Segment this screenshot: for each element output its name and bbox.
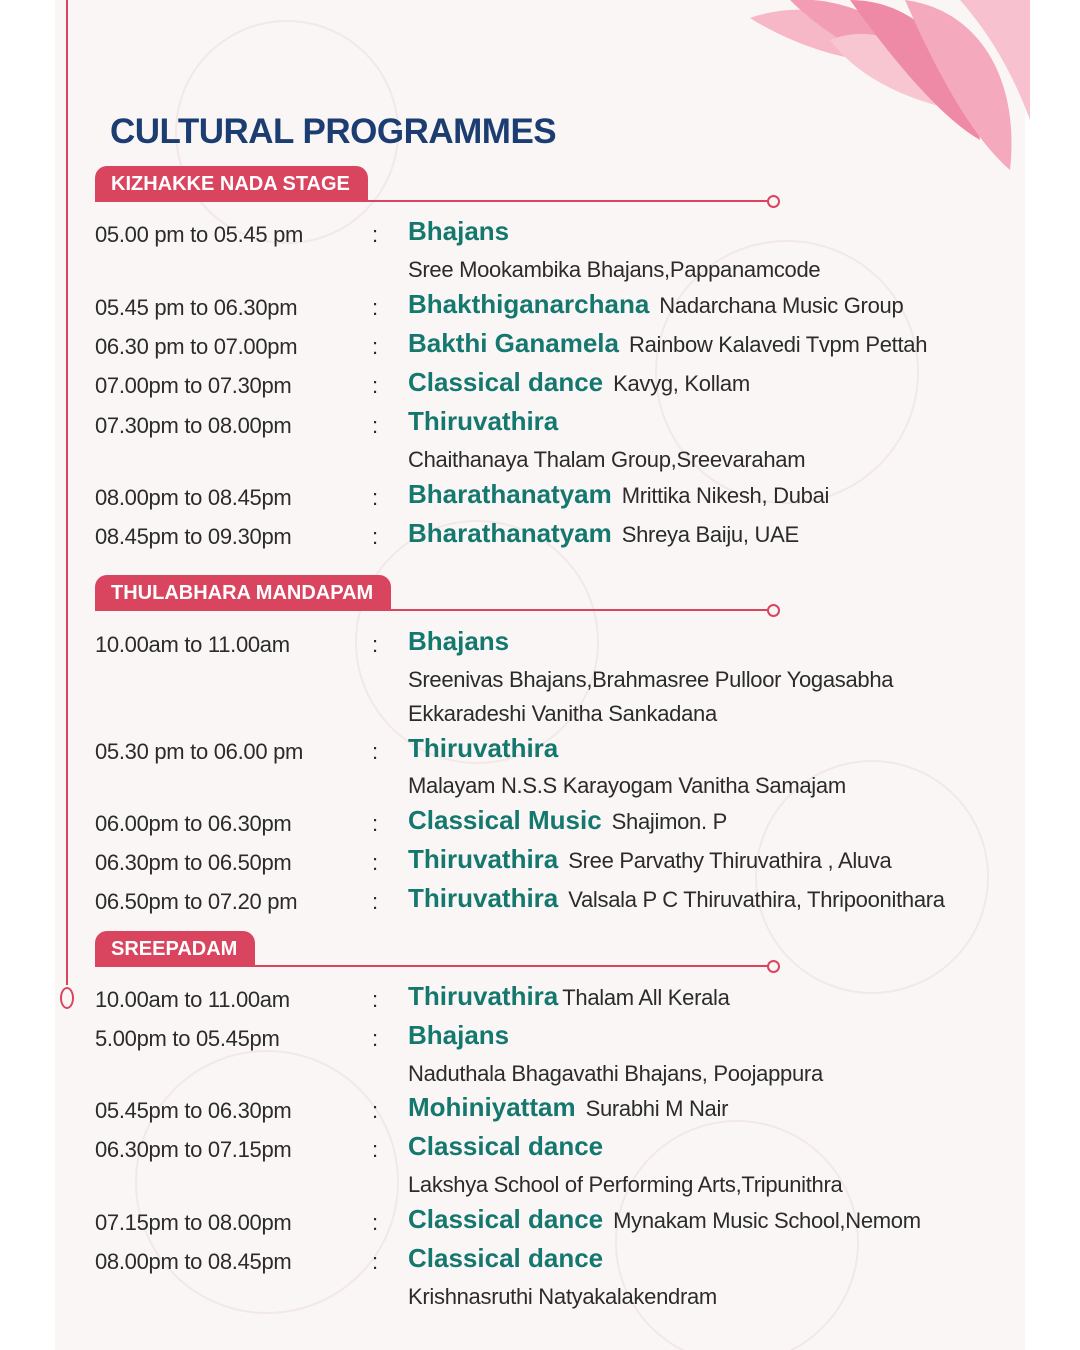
event-main xyxy=(408,883,945,914)
stage-header-kizhakke-nada xyxy=(95,166,785,202)
performer-name: Valsala P C Thiruvathira, Thripoonithara xyxy=(568,887,945,912)
performer-name: Surabhi M Nair xyxy=(585,1096,729,1121)
event-time: 10.00am to 11.00am xyxy=(95,987,290,1012)
separator: : xyxy=(372,632,379,657)
program-name: Classical dance xyxy=(408,1204,604,1234)
performer-detail: Malayam N.S.S Karayogam Vanitha Samajam xyxy=(408,773,846,798)
event-time: 06.00pm to 06.30pm xyxy=(95,811,292,836)
stage-header-sreepadam xyxy=(95,931,785,967)
performer-detail: Naduthala Bhagavathi Bhajans, Poojappura xyxy=(408,1061,823,1086)
event-main xyxy=(408,733,558,764)
program-name: Classical dance xyxy=(408,1131,604,1161)
event-main xyxy=(408,406,558,437)
program-name: Classical dance xyxy=(408,367,604,397)
performer-name: Kavyg, Kollam xyxy=(613,371,750,396)
program-name: Classical Music xyxy=(408,805,602,835)
event-main xyxy=(408,1243,603,1274)
performer-detail: Ekkaradeshi Vanitha Sankadana xyxy=(408,701,717,726)
performer-name: Sree Parvathy Thiruvathira , Aluva xyxy=(568,848,892,873)
separator: : xyxy=(372,1210,379,1235)
event-time: 5.00pm to 05.45pm xyxy=(95,1026,280,1051)
program-name: Mohiniyattam xyxy=(408,1092,576,1122)
separator: : xyxy=(372,524,379,549)
program-name: Thiruvathira xyxy=(408,844,559,874)
stage-name: KIZHAKKE NADA STAGE xyxy=(95,166,368,202)
stage-header-thulabhara-mandapam xyxy=(95,575,785,611)
performer-name: Shreya Baiju, UAE xyxy=(621,522,799,547)
stage-divider-knob xyxy=(767,960,780,973)
program-name: Thiruvathira xyxy=(408,406,559,436)
timeline-end-knob xyxy=(60,987,74,1009)
event-time: 05.00 pm to 05.45 pm xyxy=(95,222,304,247)
separator: : xyxy=(372,1026,379,1051)
performer-detail: Sree Mookambika Bhajans,Pappanamcode xyxy=(408,257,821,282)
stage-divider-knob xyxy=(767,604,780,617)
program-name: Classical dance xyxy=(408,1243,604,1273)
event-time: 08.00pm to 08.45pm xyxy=(95,1249,292,1274)
performer-name: Rainbow Kalavedi Tvpm Pettah xyxy=(628,332,928,357)
separator: : xyxy=(372,334,379,359)
event-main xyxy=(408,328,927,359)
event-time: 05.30 pm to 06.00 pm xyxy=(95,739,304,764)
page-title: CULTURAL PROGRAMMES xyxy=(110,112,557,151)
program-name: Bhajans xyxy=(408,216,510,246)
event-time: 07.15pm to 08.00pm xyxy=(95,1210,292,1235)
event-main xyxy=(408,216,509,247)
separator: : xyxy=(372,485,379,510)
program-name: Thiruvathira xyxy=(408,981,559,1011)
event-main xyxy=(408,805,727,836)
performer-name: Mynakam Music School,Nemom xyxy=(613,1208,921,1233)
event-time: 07.30pm to 08.00pm xyxy=(95,413,292,438)
event-time: 08.00pm to 08.45pm xyxy=(95,485,292,510)
separator: : xyxy=(372,295,379,320)
event-time: 08.45pm to 09.30pm xyxy=(95,524,292,549)
stage-divider xyxy=(255,965,775,967)
event-main xyxy=(408,1131,603,1162)
performer-detail: Chaithanaya Thalam Group,Sreevaraham xyxy=(408,447,806,472)
separator: : xyxy=(372,222,379,247)
separator: : xyxy=(372,413,379,438)
stage-name: SREEPADAM xyxy=(95,931,255,967)
stage-name: THULABHARA MANDAPAM xyxy=(95,575,391,611)
event-time: 06.30pm to 06.50pm xyxy=(95,850,292,875)
separator: : xyxy=(372,1098,379,1123)
event-main xyxy=(408,1020,509,1051)
stage-divider-knob xyxy=(767,195,780,208)
event-time: 07.00pm to 07.30pm xyxy=(95,373,292,398)
program-name: Thiruvathira xyxy=(408,733,559,763)
separator: : xyxy=(372,889,379,914)
event-main xyxy=(408,844,891,875)
event-main xyxy=(408,367,750,398)
performer-detail: Krishnasruthi Natyakalakendram xyxy=(408,1284,717,1309)
performer-name: Nadarchana Music Group xyxy=(659,293,904,318)
separator: : xyxy=(372,373,379,398)
event-main xyxy=(408,981,730,1012)
separator: : xyxy=(372,1137,379,1162)
lotus-flower-icon xyxy=(730,0,1030,175)
event-main xyxy=(408,626,509,657)
separator: : xyxy=(372,739,379,764)
separator: : xyxy=(372,987,379,1012)
event-main xyxy=(408,479,829,510)
program-name: Bharathanatyam xyxy=(408,518,612,548)
performer-detail: Lakshya School of Performing Arts,Tripunithra xyxy=(408,1172,843,1197)
event-main xyxy=(408,518,799,549)
program-name: Thiruvathira xyxy=(408,883,559,913)
event-main xyxy=(408,1204,921,1235)
program-name: Bhakthiganarchana xyxy=(408,289,650,319)
stage-divider xyxy=(245,200,775,202)
program-name: Bakthi Ganamela xyxy=(408,328,619,358)
event-main xyxy=(408,289,903,320)
performer-name: Shajimon. P xyxy=(611,809,727,834)
event-time: 06.50pm to 07.20 pm xyxy=(95,889,298,914)
swirl-ornament xyxy=(615,1120,859,1350)
event-time: 10.00am to 11.00am xyxy=(95,632,290,657)
stage-divider xyxy=(295,609,775,611)
performer-detail: Sreenivas Bhajans,Brahmasree Pulloor Yogasabha xyxy=(408,667,894,692)
program-name: Bharathanatyam xyxy=(408,479,612,509)
program-name: Bhajans xyxy=(408,1020,510,1050)
performer-name: Mrittika Nikesh, Dubai xyxy=(621,483,830,508)
separator: : xyxy=(372,1249,379,1274)
event-time: 05.45pm to 06.30pm xyxy=(95,1098,292,1123)
event-time: 05.45 pm to 06.30pm xyxy=(95,295,298,320)
performer-name: Thalam All Kerala xyxy=(562,985,730,1010)
timeline-line xyxy=(66,0,68,985)
separator: : xyxy=(372,811,379,836)
program-name: Bhajans xyxy=(408,626,510,656)
event-time: 06.30pm to 07.15pm xyxy=(95,1137,292,1162)
separator: : xyxy=(372,850,379,875)
event-main xyxy=(408,1092,728,1123)
event-time: 06.30 pm to 07.00pm xyxy=(95,334,298,359)
